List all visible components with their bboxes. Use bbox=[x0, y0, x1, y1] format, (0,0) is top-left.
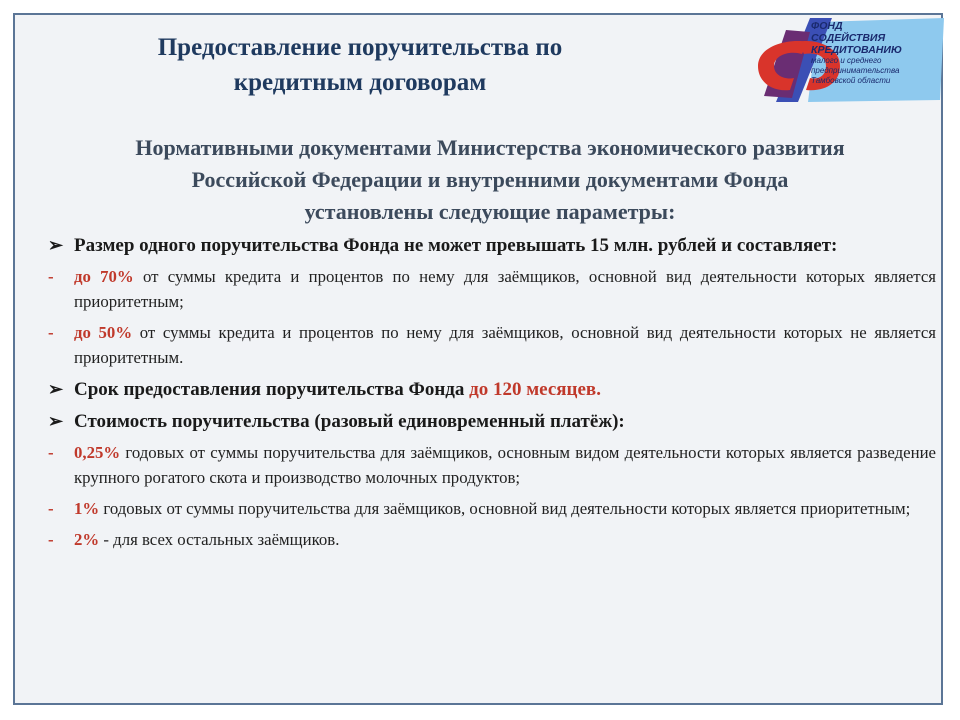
bullet-text: Стоимость поручительства (разовый единовременный платёж): bbox=[74, 411, 625, 432]
dash-marker: - bbox=[48, 267, 54, 286]
highlight-value: до 70% bbox=[74, 267, 134, 286]
title-line-1: Предоставление поручительства по bbox=[157, 34, 563, 61]
sub-item-0-25-percent bbox=[48, 440, 936, 490]
arrow-bullet-icon: ➢ bbox=[48, 411, 64, 431]
dash-marker: - bbox=[48, 323, 54, 342]
sub-item-text: от суммы кредита и процентов по нему для заёмщиков, основной вид деятельности которых не является приоритетным. bbox=[74, 323, 936, 367]
intro-line-3: установлены следующие параметры: bbox=[304, 199, 676, 224]
logo-line-3: КРЕДИТОВАНИЮ bbox=[811, 44, 902, 56]
arrow-bullet-icon: ➢ bbox=[48, 379, 64, 399]
dash-marker: - bbox=[48, 530, 54, 549]
parameters-list bbox=[48, 232, 936, 558]
highlight-value: 1% bbox=[74, 499, 100, 518]
sub-item-text: годовых от суммы поручительства для заёмщиков, основным видом деятельности которых является разведение крупного рогатого скота и производство молочных продуктов; bbox=[74, 443, 936, 487]
title-line-2: кредитным договорам bbox=[233, 69, 487, 96]
logo-line-4: малого и среднего bbox=[811, 56, 882, 65]
logo-line-1: ФОНД bbox=[811, 20, 843, 32]
sub-item-text: годовых от суммы поручительства для заёмщиков, основной вид деятельности которых является приоритетным; bbox=[99, 499, 911, 518]
intro-line-2: Российской Федерации и внутренними документами Фонда bbox=[191, 167, 789, 192]
sub-item-70-percent bbox=[48, 264, 936, 314]
sub-item-50-percent bbox=[48, 320, 936, 370]
highlight-value: до 50% bbox=[74, 323, 133, 342]
arrow-bullet-icon: ➢ bbox=[48, 235, 64, 255]
dash-marker: - bbox=[48, 499, 54, 518]
sub-item-2-percent bbox=[48, 527, 936, 552]
logo-line-6: Тамбовской области bbox=[811, 76, 891, 85]
intro-paragraph bbox=[60, 132, 920, 228]
bullet-tail: . bbox=[596, 379, 601, 400]
bullet-guarantee-term bbox=[48, 376, 936, 403]
highlight-value: 2% bbox=[74, 530, 100, 549]
logo-line-5: предпринимательства bbox=[811, 66, 900, 75]
sub-item-1-percent bbox=[48, 496, 936, 521]
logo-line-2: СОДЕЙСТВИЯ bbox=[811, 32, 886, 44]
bullet-text: Срок предоставления поручительства Фонда bbox=[74, 379, 470, 400]
sub-item-text: от суммы кредита и процентов по нему для заёмщиков, основной вид деятельности которых является приоритетным; bbox=[74, 267, 936, 311]
highlight-value: до 120 месяцев bbox=[469, 379, 597, 400]
logo-text bbox=[811, 20, 951, 86]
intro-line-1: Нормативными документами Министерства экономического развития bbox=[135, 135, 845, 160]
dash-marker: - bbox=[48, 443, 54, 462]
highlight-value: 0,25% bbox=[74, 443, 121, 462]
bullet-guarantee-size bbox=[48, 232, 936, 259]
bullet-text: Размер одного поручительства Фонда не может превышать 15 млн. рублей и составляет: bbox=[74, 235, 838, 256]
bullet-guarantee-cost bbox=[48, 408, 936, 435]
slide-title bbox=[60, 30, 660, 100]
sub-item-text: - для всех остальных заёмщиков. bbox=[99, 530, 340, 549]
